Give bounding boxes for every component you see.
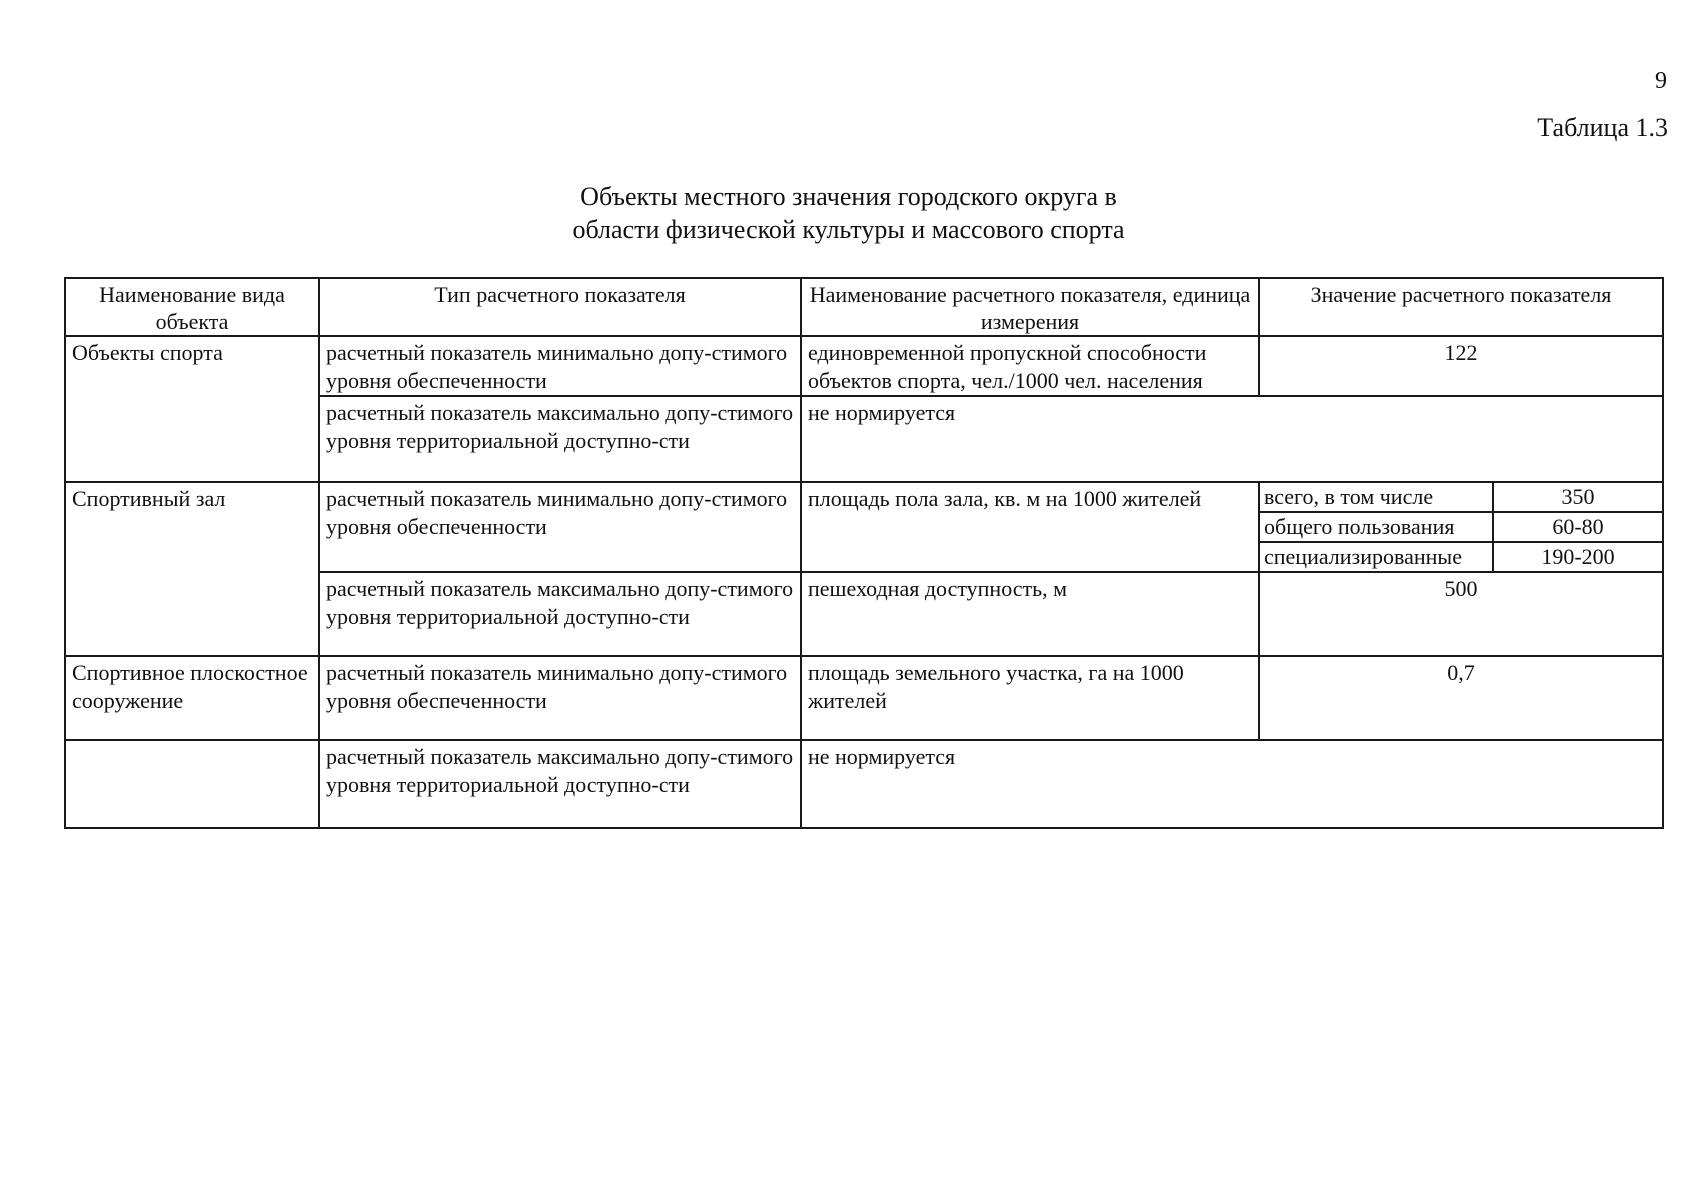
header-indicator-type: Тип расчетного показателя xyxy=(319,278,801,336)
table-title-line-1: Объекты местного значения городского округа в xyxy=(580,182,1117,211)
table-title-line-2: области физической культуры и массового спорта xyxy=(572,215,1125,244)
table-row xyxy=(65,656,1663,740)
hall-area-breakdown xyxy=(1260,483,1662,571)
indicator-type-cell: расчетный показатель максимально допу-стимого уровня территориальной доступно-сти xyxy=(319,572,801,656)
indicator-name-cell: площадь пола зала, кв. м на 1000 жителей xyxy=(801,482,1259,572)
table-row xyxy=(65,740,1663,828)
breakdown-value: 190-200 xyxy=(1493,542,1662,571)
page-number: 9 xyxy=(1655,68,1667,94)
breakdown-label: специализированные xyxy=(1260,542,1493,571)
indicator-name-cell: единовременной пропускной способности объектов спорта, чел./1000 чел. населения xyxy=(801,336,1259,396)
breakdown-label: всего, в том числе xyxy=(1264,484,1434,509)
header-indicator-name: Наименование расчетного показателя, единица измерения xyxy=(801,278,1259,336)
table-title xyxy=(0,180,1697,246)
object-name-cell: Объекты спорта xyxy=(65,336,319,482)
breakdown-value: 350 xyxy=(1493,483,1662,512)
table-row xyxy=(65,482,1663,572)
indicator-type-cell: расчетный показатель минимально допу-стимого уровня обеспеченности xyxy=(319,336,801,396)
object-name-cell: Спортивный зал xyxy=(65,482,319,656)
indicator-type-cell: расчетный показатель максимально допу-стимого уровня территориальной доступно-сти xyxy=(319,740,801,828)
breakdown-label: общего пользования xyxy=(1260,512,1493,542)
indicator-type-cell: расчетный показатель минимально допу-стимого уровня обеспеченности xyxy=(319,656,801,740)
indicator-name-cell: не нормируется xyxy=(801,740,1663,828)
header-indicator-value: Значение расчетного показателя xyxy=(1259,278,1663,336)
indicator-value-cell: 122 xyxy=(1259,336,1663,396)
table-label: Таблица 1.3 xyxy=(1537,113,1668,142)
indicator-value-cell: 500 xyxy=(1259,572,1663,656)
indicator-type-cell: расчетный показатель максимально допу-стимого уровня территориальной доступно-сти xyxy=(319,396,801,482)
breakdown-value: 60-80 xyxy=(1493,512,1662,542)
header-row xyxy=(65,278,1663,336)
breakdown-row xyxy=(1260,483,1662,512)
indicator-name-cell: не нормируется xyxy=(801,396,1663,482)
table-row xyxy=(65,336,1663,396)
indicator-value-cell: 0,7 xyxy=(1259,656,1663,740)
breakdown-row xyxy=(1260,542,1662,571)
empty-cell xyxy=(65,740,319,828)
indicators-table xyxy=(64,277,1664,829)
object-name-cell: Спортивное плоскостное сооружение xyxy=(65,656,319,740)
indicator-name-cell: пешеходная доступность, м xyxy=(801,572,1259,656)
indicator-type-cell: расчетный показатель минимально допу-стимого уровня обеспеченности xyxy=(319,482,801,572)
header-object-type: Наименование вида объекта xyxy=(65,278,319,336)
indicator-value-cell xyxy=(1259,482,1663,572)
indicator-name-cell: площадь земельного участка, га на 1000 жителей xyxy=(801,656,1259,740)
breakdown-row xyxy=(1260,512,1662,542)
